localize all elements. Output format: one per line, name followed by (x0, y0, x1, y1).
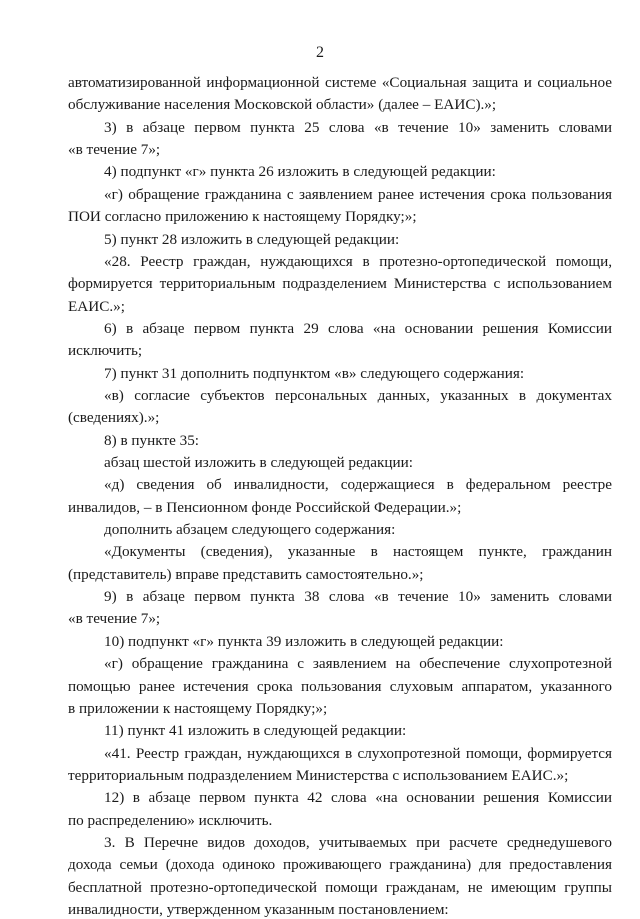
text-line: бесплатной протезно-ортопедической помощи гражданам, не имеющим группы (68, 878, 612, 896)
text-line: 4) подпункт «г» пункта 26 изложить в следующей редакции: (104, 163, 496, 181)
text-line: 8) в пункте 35: (104, 431, 200, 449)
text-line: (сведениях).»; (68, 409, 160, 427)
text-line: дохода семьи (дохода одиноко проживающего гражданина) для предоставления (68, 856, 612, 874)
text-line: «41. Реестр граждан, нуждающихся в слухопротезной помощи, формируется (104, 744, 612, 762)
page-number: 2 (316, 44, 324, 61)
text-line: в приложении к настоящему Порядку;»; (68, 699, 328, 717)
text-line: ЕАИС.»; (68, 297, 125, 315)
text-line: «в течение 7»; (68, 141, 161, 159)
text-line: автоматизированной информационной системе «Социальная защита и социальное (68, 74, 612, 91)
text-line: «Документы (сведения), указанные в настоящем пункте, гражданин (104, 543, 612, 561)
text-line: 10) подпункт «г» пункта 39 изложить в следующей редакции: (104, 632, 504, 650)
text-line: по распределению» исключить. (68, 811, 273, 829)
text-line: 11) пункт 41 изложить в следующей редакции: (104, 722, 407, 740)
text-line: (представитель) вправе представить самостоятельно.»; (68, 565, 424, 583)
text-line: исключить; (68, 342, 143, 360)
text-line: «28. Реестр граждан, нуждающихся в протезно-ортопедической помощи, (104, 252, 612, 270)
text-line: обслуживание населения Московской области» (далее – ЕАИС).»; (68, 96, 497, 114)
text-line: помощью ранее истечения срока пользования слуховым аппаратом, указанного (68, 677, 612, 695)
text-line: «в течение 7»; (68, 610, 161, 628)
text-line: 7) пункт 31 дополнить подпунктом «в» следующего содержания: (104, 364, 525, 382)
text-line: ПОИ согласно приложению к настоящему Порядку;»; (68, 208, 417, 226)
text-line: формируется территориальным подразделением Министерства с использованием (68, 275, 612, 293)
text-line: «в) согласие субъектов персональных данных, указанных в документах (104, 386, 612, 404)
text-line: 5) пункт 28 изложить в следующей редакции: (104, 230, 400, 248)
text-line: инвалидов, – в Пенсионном фонде Российской Федерации.»; (68, 498, 462, 516)
text-line: 6) в абзаце первом пункта 29 слова «на основании решения Комиссии (104, 319, 612, 337)
text-line: 9) в абзаце первом пункта 38 слова «в течение 10» заменить словами (104, 588, 612, 606)
text-line: 3. В Перечне видов доходов, учитываемых при расчете среднедушевого (104, 833, 612, 851)
text-line: инвалидности, утвержденном указанным постановлением: (68, 901, 449, 918)
text-line: «г) обращение гражданина с заявлением на обеспечение слухопротезной (104, 655, 612, 673)
text-line: абзац шестой изложить в следующей редакции: (104, 454, 413, 471)
text-line: «г) обращение гражданина с заявлением ранее истечения срока пользования (104, 185, 612, 203)
text-line: 12) в абзаце первом пункта 42 слова «на основании решения Комиссии (104, 789, 612, 807)
text-line: территориальным подразделением Министерства с использованием ЕАИС.»; (68, 766, 569, 784)
text-line: дополнить абзацем следующего содержания: (104, 521, 396, 538)
text-line: «д) сведения об инвалидности, содержащиеся в федеральном реестре (104, 476, 612, 494)
text-line: 3) в абзаце первом пункта 25 слова «в течение 10» заменить словами (104, 118, 612, 136)
